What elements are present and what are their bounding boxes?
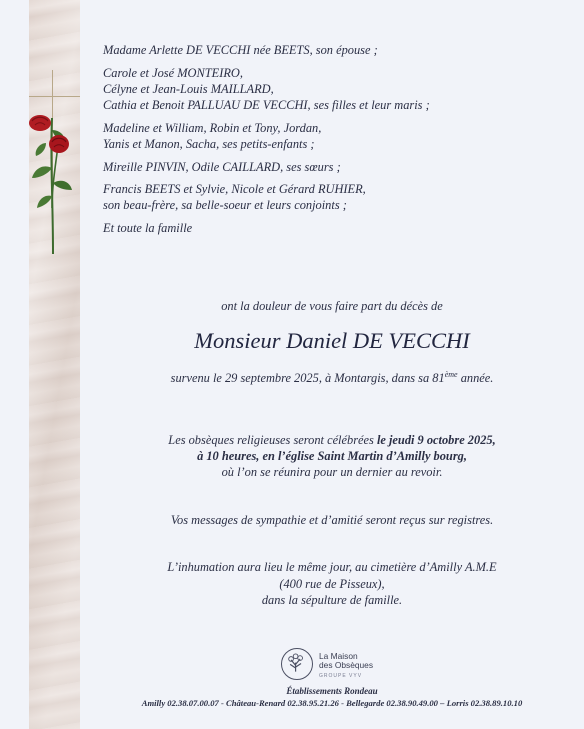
- family-line: Cathia et Benoit PALLUAU DE VECCHI, ses filles et leur maris ;: [103, 98, 430, 112]
- establishment: Établissements Rondeau: [286, 686, 378, 696]
- logo-group: GROUPE VYV: [319, 673, 363, 679]
- funeral-line-1: Les obsèques religieuses seront célébrées le jeudi 9 octobre 2025,: [168, 433, 496, 447]
- burial-line: L’inhumation aura lieu le même jour, au cimetière d’Amilly A.M.E: [167, 560, 497, 574]
- cross-horizontal: [29, 96, 80, 97]
- family-line: Célyne et Jean-Louis MAILLARD,: [103, 82, 274, 96]
- phone-numbers: Amilly 02.38.07.00.07 - Château-Renard 02.38.95.21.26 - Bellegarde 02.38.90.49.00 – Lorris 02.38.89.10.10: [141, 698, 523, 708]
- funeral-line-3: où l’on se réunira pour un dernier au revoir.: [221, 465, 443, 479]
- logo-text: La Maison: [319, 651, 358, 661]
- funeral-home-logo: [281, 648, 381, 684]
- messages-line: Vos messages de sympathie et d’amitié seront reçus sur registres.: [170, 513, 494, 527]
- family-line: Et toute la famille: [103, 221, 193, 235]
- family-line: Madeline et William, Robin et Tony, Jordan,: [103, 121, 322, 135]
- deceased-name: Monsieur Daniel DE VECCHI: [194, 328, 470, 353]
- family-line: son beau-frère, sa belle-soeur et leurs conjoints ;: [103, 198, 347, 212]
- family-line: Yanis et Manon, Sacha, ses petits-enfants ;: [103, 137, 315, 151]
- death-line: survenu le 29 septembre 2025, à Montargis, dans sa 81ème année.: [170, 369, 494, 385]
- tree-icon: [281, 648, 313, 680]
- family-line: Madame Arlette DE VECCHI née BEETS, son épouse ;: [103, 43, 378, 57]
- burial-line: (400 rue de Pisseux),: [279, 577, 385, 591]
- announcement: ont la douleur de vous faire part du décès de: [221, 299, 443, 313]
- logo-text: des Obsèques: [319, 660, 374, 670]
- family-line: Francis BEETS et Sylvie, Nicole et Gérard RUHIER,: [103, 182, 366, 196]
- funeral-line-2: à 10 heures, en l’église Saint Martin d’Amilly bourg,: [197, 449, 467, 463]
- roses-icon: [22, 108, 82, 256]
- burial-line: dans la sépulture de famille.: [261, 593, 403, 607]
- family-line: Mireille PINVIN, Odile CAILLARD, ses sœurs ;: [103, 160, 341, 174]
- family-line: Carole et José MONTEIRO,: [103, 66, 243, 80]
